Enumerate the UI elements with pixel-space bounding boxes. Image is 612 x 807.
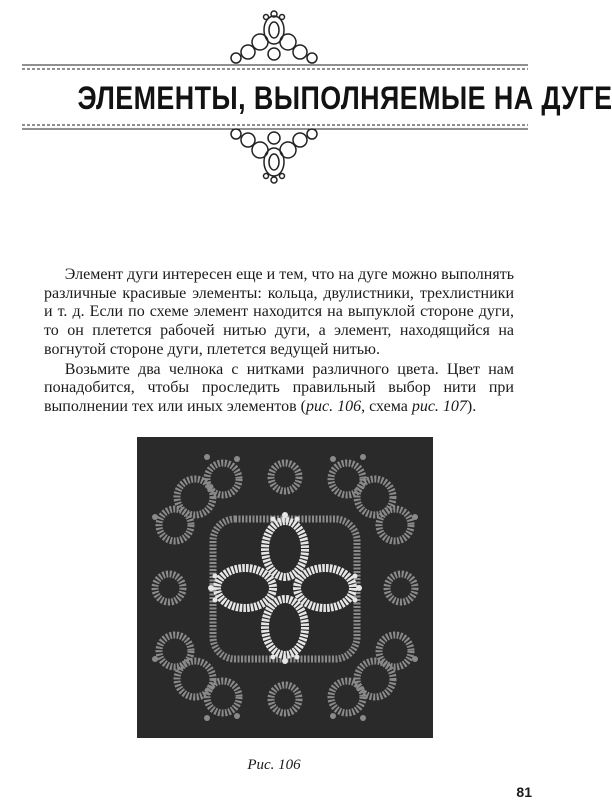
paragraph-2-main: Возьмите два челнока с нитками различного цвета. Цвет нам понадобится, чтобы проследить правильный выбор нити при выполнении тех или иных элементов xyxy=(44,360,514,415)
figure-caption: Рис. 106 xyxy=(247,757,301,773)
page-title: ЭЛЕМЕНТЫ, ВЫПОЛНЯЕМЫЕ НА ДУГЕ xyxy=(77,80,612,116)
paragraph-1: Элемент дуги интересен еще и тем, что на дуге можно выполнять различные красивые элементы: кольца, двулистники, трехлистники и т. д. Если по схеме элемент находится на выпуклой стороне дуги, то он плетется рабочей нитью дуги, а элемент, находящийся на вогнутой стороне дуги, плетется ведущей нитью. xyxy=(44,266,514,358)
top-decorative-rule xyxy=(22,63,528,71)
figure-reference-107: рис. 107 xyxy=(411,397,467,415)
bottom-lace-ornament-icon xyxy=(220,128,328,186)
figure-reference-106: рис. 106 xyxy=(305,397,362,415)
paragraph-2 xyxy=(44,361,514,417)
top-lace-ornament-icon xyxy=(220,8,328,64)
page-number: 81 xyxy=(516,784,532,800)
reference-close: ). xyxy=(466,397,477,415)
reference-mid: , схема xyxy=(361,397,412,415)
body-text xyxy=(44,266,514,417)
tatting-motif-photo xyxy=(137,437,433,738)
reference-open: ( xyxy=(296,397,306,415)
